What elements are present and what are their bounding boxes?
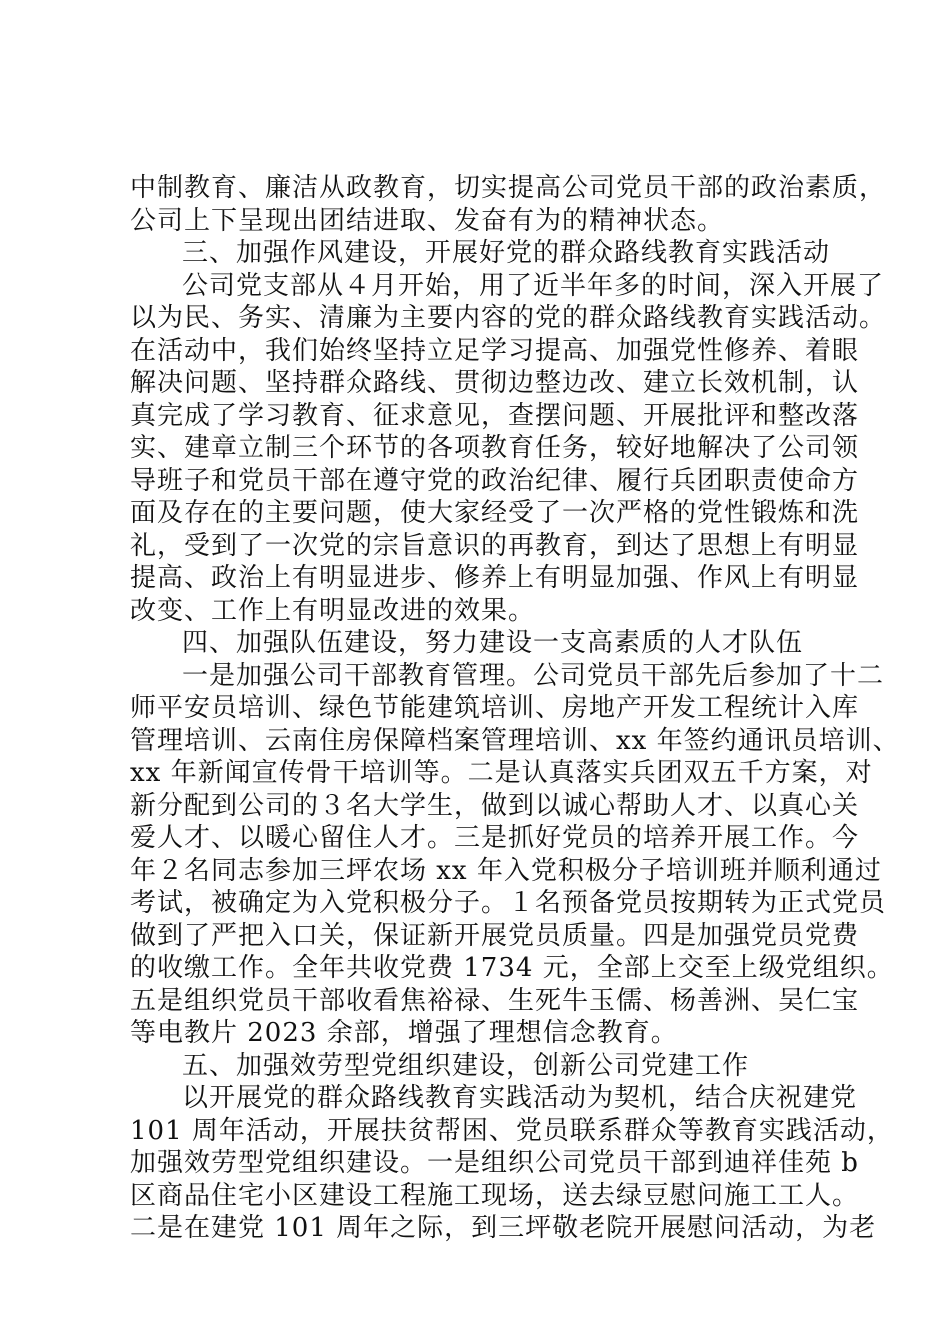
text-line: 五是组织党员干部收看焦裕禄、生死牛玉儒、杨善洲、吴仁宝 — [130, 985, 860, 1016]
text-line: 二是在建党 101 周年之际，到三坪敬老院开展慰问活动，为老 — [130, 1213, 877, 1243]
text-line: 管理培训、云南住房保障档案管理培训、xx 年签约通讯员培训、 — [130, 725, 900, 756]
text-line: 以开展党的群众路线教育实践活动为契机，结合庆祝建党 — [182, 1083, 858, 1113]
text-line: 中制教育、廉洁从政教育，切实提高公司党员干部的政治素质， — [130, 173, 887, 203]
text-line: 师平安员培训、绿色节能建筑培训、房地产开发工程统计入库 — [130, 693, 860, 723]
text-line: 以为民、务实、清廉为主要内容的党的群众路线教育实践活动。 — [130, 303, 887, 333]
text-line: 101 周年活动，开展扶贫帮困、党员联系群众等教育实践活动， — [130, 1115, 894, 1146]
text-line: 礼，受到了一次党的宗旨意识的再教育，到达了思想上有明显 — [130, 530, 860, 561]
text-line: 公司党支部从４月开始，用了近半年多的时间，深入开展了 — [182, 270, 885, 301]
text-line: 公司上下呈现出团结进取、发奋有为的精神状态。 — [130, 205, 725, 236]
text-line: 考试，被确定为入党积极分子。１名预备党员按期转为正式党员 — [130, 888, 887, 918]
text-line: 提高、政治上有明显进步、修养上有明显加强、作风上有明显 — [130, 563, 860, 593]
text-line: 实、建章立制三个环节的各项教育任务，较好地解决了公司领 — [130, 433, 860, 463]
text-line: 年２名同志参加三坪农场 xx 年入党积极分子培训班并顺利通过 — [130, 855, 882, 886]
text-line: 四、加强队伍建设，努力建设一支高素质的人才队伍 — [182, 628, 804, 658]
text-line: 加强效劳型党组织建设。一是组织公司党员干部到迪祥佳苑 b — [130, 1148, 859, 1178]
text-line: 爱人才、以暖心留住人才。三是抓好党员的培养开展工作。今 — [130, 823, 860, 853]
text-line: 区商品住宅小区建设工程施工现场，送去绿豆慰问施工工人。 — [130, 1180, 860, 1211]
text-line: 等电教片 2023 余部，增强了理想信念教育。 — [130, 1018, 678, 1048]
text-line: 的收缴工作。全年共收党费 1734 元，全部上交至上级党组织。 — [130, 953, 894, 983]
text-line: 五、加强效劳型党组织建设，创新公司党建工作 — [182, 1050, 750, 1081]
text-line: 在活动中，我们始终坚持立足学习提高、加强党性修养、着眼 — [130, 335, 860, 366]
document-body — [130, 172, 900, 1245]
text-line: 改变、工作上有明显改进的效果。 — [130, 595, 536, 626]
text-line: 新分配到公司的３名大学生，做到以诚心帮助人才、以真心关 — [130, 790, 860, 821]
text-line: 真完成了学习教育、征求意见，查摆问题、开展批评和整改落 — [130, 400, 860, 431]
text-line: 解决问题、坚持群众路线、贯彻边整边改、建立长效机制，认 — [130, 368, 860, 398]
text-line: xx 年新闻宣传骨干培训等。二是认真落实兵团双五千方案，对 — [130, 758, 873, 788]
text-line: 导班子和党员干部在遵守党的政治纪律、履行兵团职责使命方 — [130, 465, 860, 496]
text-line: 一是加强公司干部教育管理。公司党员干部先后参加了十二 — [182, 660, 885, 691]
text-line: 三、加强作风建设，开展好党的群众路线教育实践活动 — [182, 238, 831, 268]
text-line: 做到了严把入口关，保证新开展党员质量。四是加强党员党费 — [130, 920, 860, 951]
text-line: 面及存在的主要问题，使大家经受了一次严格的党性锻炼和洗 — [130, 498, 860, 528]
